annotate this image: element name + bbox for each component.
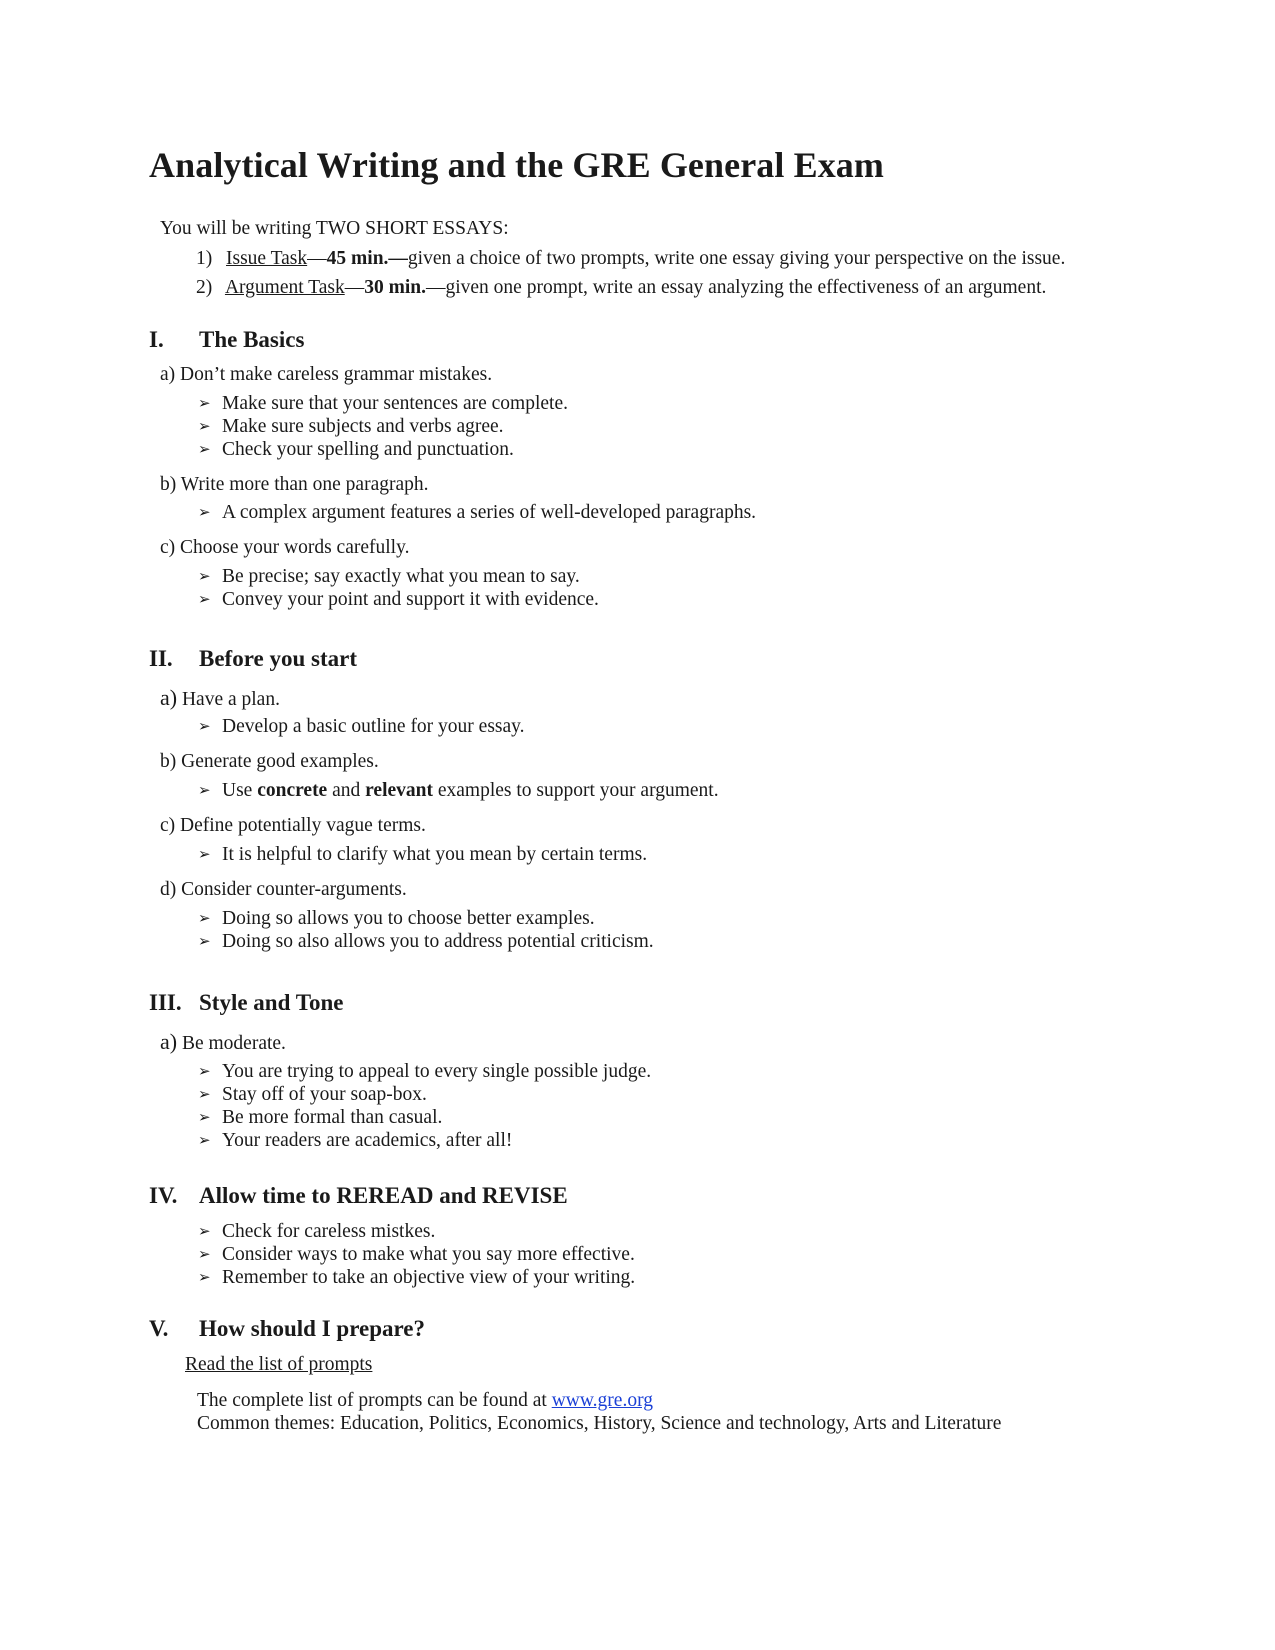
prompts-subheading: Read the list of prompts: [185, 1354, 373, 1375]
bullet-item: ➢ You are trying to appeal to every single possible judge.: [198, 1061, 652, 1082]
bullet-item: ➢ Your readers are academics, after all!: [198, 1130, 513, 1151]
arrow-bullet-icon: ➢: [198, 1131, 211, 1149]
section-title: Before you start: [199, 646, 357, 671]
arrow-bullet-icon: ➢: [198, 1222, 211, 1240]
subsection-label: c) Choose your words carefully.: [160, 537, 410, 558]
section-title: Allow time to REREAD and REVISE: [199, 1183, 568, 1208]
task-time: 30 min.: [364, 277, 426, 298]
arrow-bullet-icon: ➢: [198, 417, 211, 435]
bullet-item: ➢ Be more formal than casual.: [198, 1107, 443, 1128]
arrow-bullet-icon: ➢: [198, 590, 211, 608]
bullet-item: ➢ Develop a basic outline for your essay.: [198, 716, 525, 737]
page-title: Analytical Writing and the GRE General Exam: [149, 145, 884, 185]
subsection-label: d) Consider counter-arguments.: [160, 879, 407, 900]
gre-website-link[interactable]: www.gre.org: [551, 1390, 653, 1411]
section-number: V.: [149, 1316, 169, 1341]
arrow-bullet-icon: ➢: [198, 1245, 211, 1263]
bullet-item: ➢ Consider ways to make what you say more effective.: [198, 1244, 635, 1265]
section-title: How should I prepare?: [199, 1316, 426, 1341]
task-number: 2): [196, 277, 213, 298]
arrow-bullet-icon: ➢: [198, 1085, 211, 1103]
arrow-bullet-icon: ➢: [198, 1268, 211, 1286]
arrow-bullet-icon: ➢: [198, 932, 211, 950]
intro-lead: You will be writing TWO SHORT ESSAYS:: [160, 218, 509, 239]
arrow-bullet-icon: ➢: [198, 909, 211, 927]
subsection-label: a) Be moderate.: [160, 1029, 286, 1054]
task-number: 1): [196, 248, 213, 269]
bullet-item: ➢ Stay off of your soap-box.: [198, 1084, 427, 1105]
task-time: 45 min.—: [326, 248, 408, 269]
task-description: given a choice of two prompts, write one essay giving your perspective on the issue.: [407, 248, 1066, 269]
bullet-item: ➢ Make sure that your sentences are complete.: [198, 393, 568, 414]
bullet-item: ➢ Remember to take an objective view of your writing.: [198, 1267, 636, 1288]
arrow-bullet-icon: ➢: [198, 440, 211, 458]
section-number: III.: [149, 990, 182, 1015]
bullet-item: ➢ Be precise; say exactly what you mean to say.: [198, 566, 580, 587]
task-description: —given one prompt, write an essay analyzing the effectiveness of an argument.: [425, 277, 1047, 298]
arrow-bullet-icon: ➢: [198, 781, 211, 799]
bullet-item: ➢ Check for careless mistkes.: [198, 1221, 436, 1242]
bullet-item: ➢ Make sure subjects and verbs agree.: [198, 416, 504, 437]
bullet-item: ➢ Doing so allows you to choose better examples.: [198, 908, 595, 929]
subsection-label: c) Define potentially vague terms.: [160, 815, 426, 836]
bullet-item: ➢ A complex argument features a series of well-developed paragraphs.: [198, 502, 757, 523]
common-themes-line: Common themes: Education, Politics, Economics, History, Science and technology, Arts and Literature: [197, 1413, 1002, 1434]
task-name: Argument Task: [224, 277, 345, 298]
section-title: Style and Tone: [199, 990, 344, 1015]
task-dash: —: [344, 277, 365, 298]
section-number: I.: [149, 327, 164, 352]
bullet-item: ➢ Convey your point and support it with evidence.: [198, 589, 599, 610]
subsection-label: b) Generate good examples.: [160, 751, 379, 772]
arrow-bullet-icon: ➢: [198, 394, 211, 412]
arrow-bullet-icon: ➢: [198, 717, 211, 735]
section-number: IV.: [149, 1183, 178, 1208]
section-number: II.: [149, 646, 173, 671]
subsection-label: b) Write more than one paragraph.: [160, 474, 429, 495]
arrow-bullet-icon: ➢: [198, 845, 211, 863]
section-title: The Basics: [199, 327, 305, 352]
subsection-label: a) Have a plan.: [160, 685, 280, 710]
bullet-item: ➢ It is helpful to clarify what you mean by certain terms.: [198, 844, 648, 865]
task-dash: —: [307, 248, 327, 269]
task-issue: [196, 248, 1065, 270]
bullet-item: ➢ Check your spelling and punctuation.: [198, 439, 514, 460]
arrow-bullet-icon: ➢: [198, 567, 211, 585]
task-argument: [196, 277, 1046, 299]
bullet-item: ➢ Doing so also allows you to address potential criticism.: [198, 931, 654, 952]
subsection-label: a) Don’t make careless grammar mistakes.: [160, 364, 493, 385]
arrow-bullet-icon: ➢: [198, 1062, 211, 1080]
bullet-item: ➢ Use concrete and relevant examples to support your argument.: [198, 780, 719, 801]
task-name: Issue Task: [226, 248, 308, 269]
arrow-bullet-icon: ➢: [198, 503, 211, 521]
prompts-source-line: The complete list of prompts can be found at www.gre.org: [197, 1390, 653, 1411]
arrow-bullet-icon: ➢: [198, 1108, 211, 1126]
